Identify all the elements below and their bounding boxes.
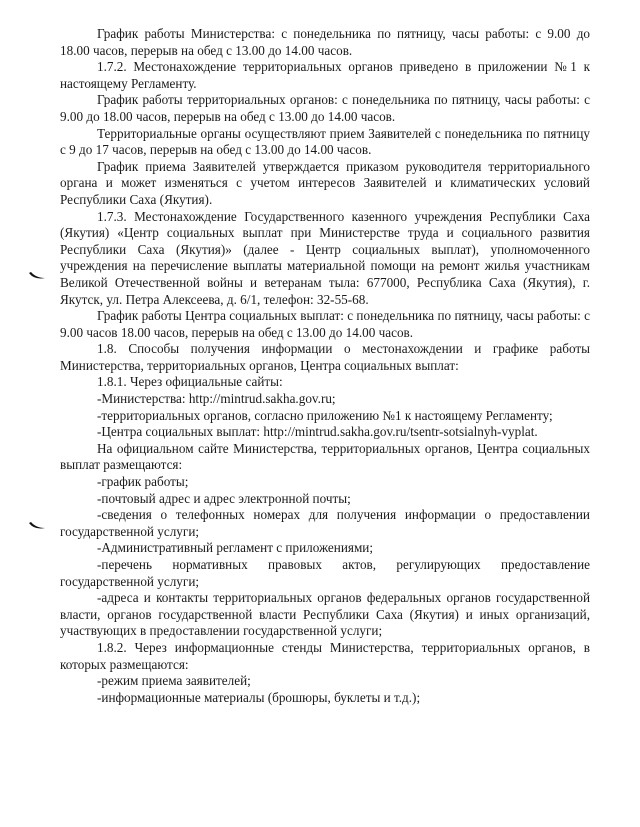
list-item-info-materials: -информационные материалы (брошюры, буклеты и т.д.);: [97, 689, 421, 705]
paragraph-1-8: 1.8. Способы получения информации о местонахождении и графике работы Министерства, территориальных органов, Центра социальных выплат:: [60, 341, 590, 373]
list-item-contacts: -адреса и контакты территориальных органов федеральных органов государственной власти, органов государственной власти Республики Саха (Якутия) и иных организаций, участвующих в предоставлении государственной услуги;: [60, 590, 590, 639]
paragraph-1-8-2: 1.8.2. Через информационные стенды Министерства, территориальных органов, в которых размещаются:: [60, 639, 590, 672]
list-item-postal-address: -почтовый адрес и адрес электронной почты;: [97, 490, 351, 506]
list-item-ministry-site: -Министерства: http://mintrud.sakha.gov.ru;: [97, 391, 336, 407]
paragraph-territorial-reception: Территориальные органы осуществляют прием Заявителей с понедельника по пятницу с 9 до 17 часов, перерыв на обед с 13.00 до 14.00 часов.: [60, 125, 590, 158]
list-item-phone-info: -сведения о телефонных номерах для получения информации о предоставлении государственной услуги;: [60, 507, 590, 539]
paragraph-center-schedule: График работы Центра социальных выплат: с понедельника по пятницу, часы работы: с 9.00 часов 18.00 часов, перерыв на обед с 13.00 до 14.00 часов.: [60, 308, 590, 340]
paragraph-territorial-schedule: График работы территориальных органов: с понедельника по пятницу, часы работы: с 9.00 до 18.00 часов, перерыв на обед с 13.00 до 14.00 часов.: [60, 92, 590, 124]
list-item-territorial-sites: -территориальных органов, согласно приложению №1 к настоящему Регламенту;: [97, 407, 553, 423]
document-page: [60, 26, 590, 706]
binder-mark-icon: [28, 521, 46, 531]
paragraph-1-7-3: 1.7.3. Местонахождение Государственного казенного учреждения Республики Саха (Якутия) «Центр социальных выплат при Министерстве труда и социального развития Республики Саха (Якутия)» (далее - Центр социальных выплат), уполномоченного учреждения на перечисление выплаты материальной помощи на ремонт жилья участникам Великой Отечественной войны и ветеранам тыла: 677000, Республика Саха (Якутия), г. Якутск, ул. Петра Алексеева, д. 6/1, телефон: 32-55-68.: [60, 208, 590, 307]
paragraph-1-7-2: 1.7.2. Местонахождение территориальных органов приведено в приложении №1 к настоящему Регламенту.: [60, 59, 590, 91]
list-item-schedule: -график работы;: [97, 474, 189, 490]
paragraph-1-8-1: 1.8.1. Через официальные сайты:: [97, 374, 283, 390]
list-item-regulation: -Административный регламент с приложениями;: [97, 540, 374, 556]
list-item-center-site: -Центра социальных выплат: http://mintrud.sakha.gov.ru/tsentr-sotsialnyh-vyplat.: [97, 424, 538, 440]
paragraph-site-contents: На официальном сайте Министерства, территориальных органов, Центра социальных выплат размещаются:: [60, 440, 590, 473]
list-item-reception-mode: -режим приема заявителей;: [97, 673, 251, 689]
paragraph-ministry-schedule: График работы Министерства: с понедельника по пятницу, часы работы: с 9.00 до 18.00 часов, перерыв на обед с 13.00 до 14.00 часов.: [60, 26, 590, 58]
paragraph-reception-schedule: График приема Заявителей утверждается приказом руководителя территориального органа и может изменяться с учетом интересов Заявителей и климатических условий Республики Саха (Якутия).: [60, 158, 590, 207]
binder-mark-icon: [28, 271, 46, 281]
list-item-legal-acts: -перечень нормативных правовых актов, регулирующих предоставление государственной услуги;: [60, 557, 590, 589]
